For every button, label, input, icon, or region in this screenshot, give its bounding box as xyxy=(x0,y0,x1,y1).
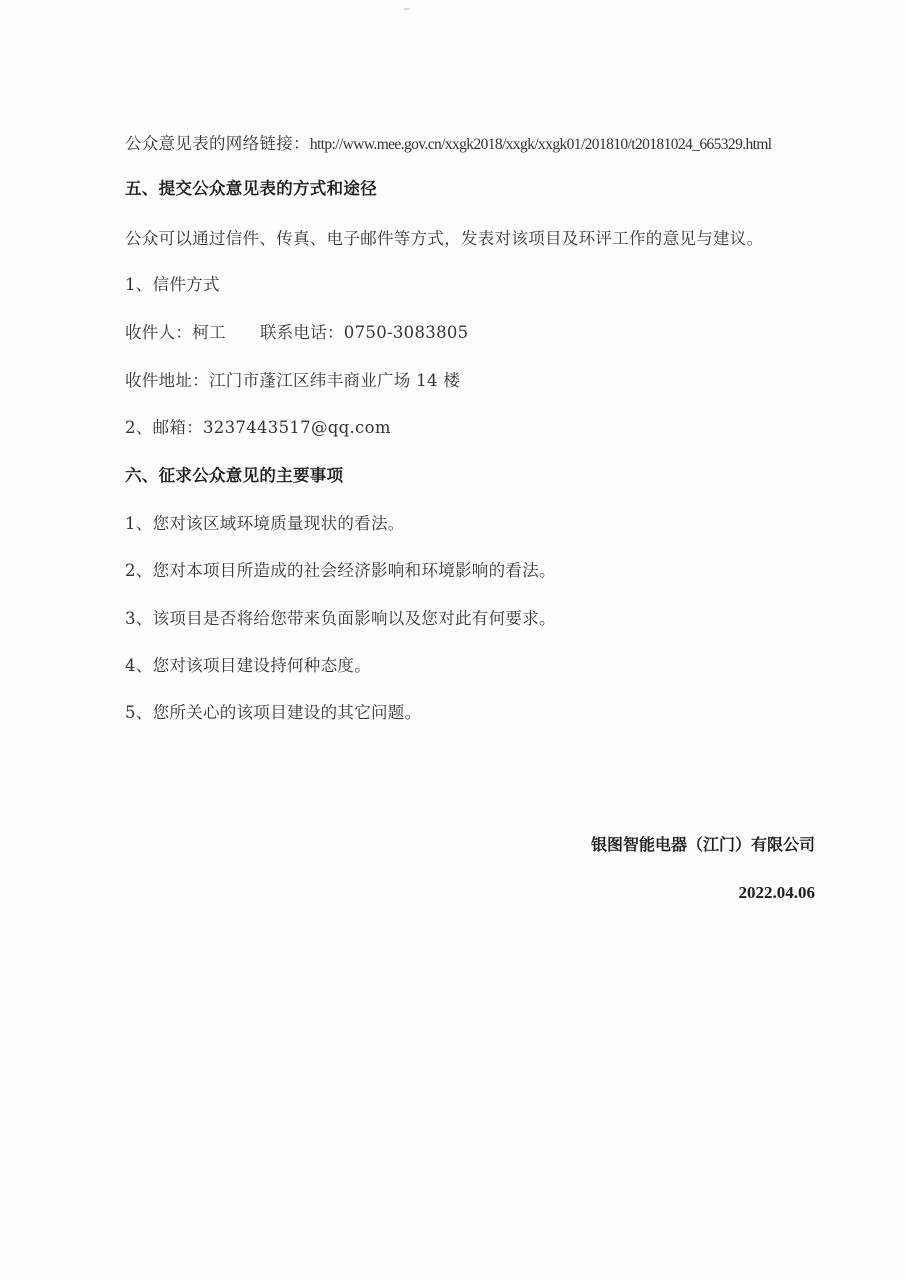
mail-method-title: 1、信件方式 xyxy=(125,275,220,294)
opinion-item-2: 2、您对本项目所造成的社会经济影响和环境影响的看法。 xyxy=(125,561,556,580)
opinion-item-5: 5、您所关心的该项目建设的其它问题。 xyxy=(125,703,422,722)
mailing-address: 收件地址：江门市蓬江区纬丰商业广场 14 楼 xyxy=(125,371,461,390)
public-opinion-form-link[interactable]: http://www.mee.gov.cn/xxgk2018/xxgk/xxgk01/201810/t20181024_665329.html xyxy=(309,136,772,153)
email-line: 2、邮箱：3237443517@qq.com xyxy=(125,418,391,437)
recipient-line xyxy=(125,322,468,344)
contact-phone: 联系电话：0750-3083805 xyxy=(259,323,469,342)
opinion-item-1: 1、您对该区域环境质量现状的看法。 xyxy=(125,514,405,533)
link-line xyxy=(125,133,772,156)
scan-speck xyxy=(404,8,410,10)
signature-date: 2022.04.06 xyxy=(738,883,815,902)
section5-intro: 公众可以通过信件、传真、电子邮件等方式，发表对该项目及环评工作的意见与建议。 xyxy=(125,229,764,248)
section6-heading: 六、征求公众意见的主要事项 xyxy=(125,466,344,485)
recipient: 收件人：柯工 xyxy=(125,323,226,342)
section5-heading: 五、提交公众意见表的方式和途径 xyxy=(125,179,377,198)
opinion-item-4: 4、您对该项目建设持何种态度。 xyxy=(125,656,371,675)
link-label: 公众意见表的网络链接： xyxy=(125,134,310,153)
company-signature: 银图智能电器（江门）有限公司 xyxy=(590,835,815,854)
opinion-item-3: 3、该项目是否将给您带来负面影响以及您对此有何要求。 xyxy=(125,609,556,628)
